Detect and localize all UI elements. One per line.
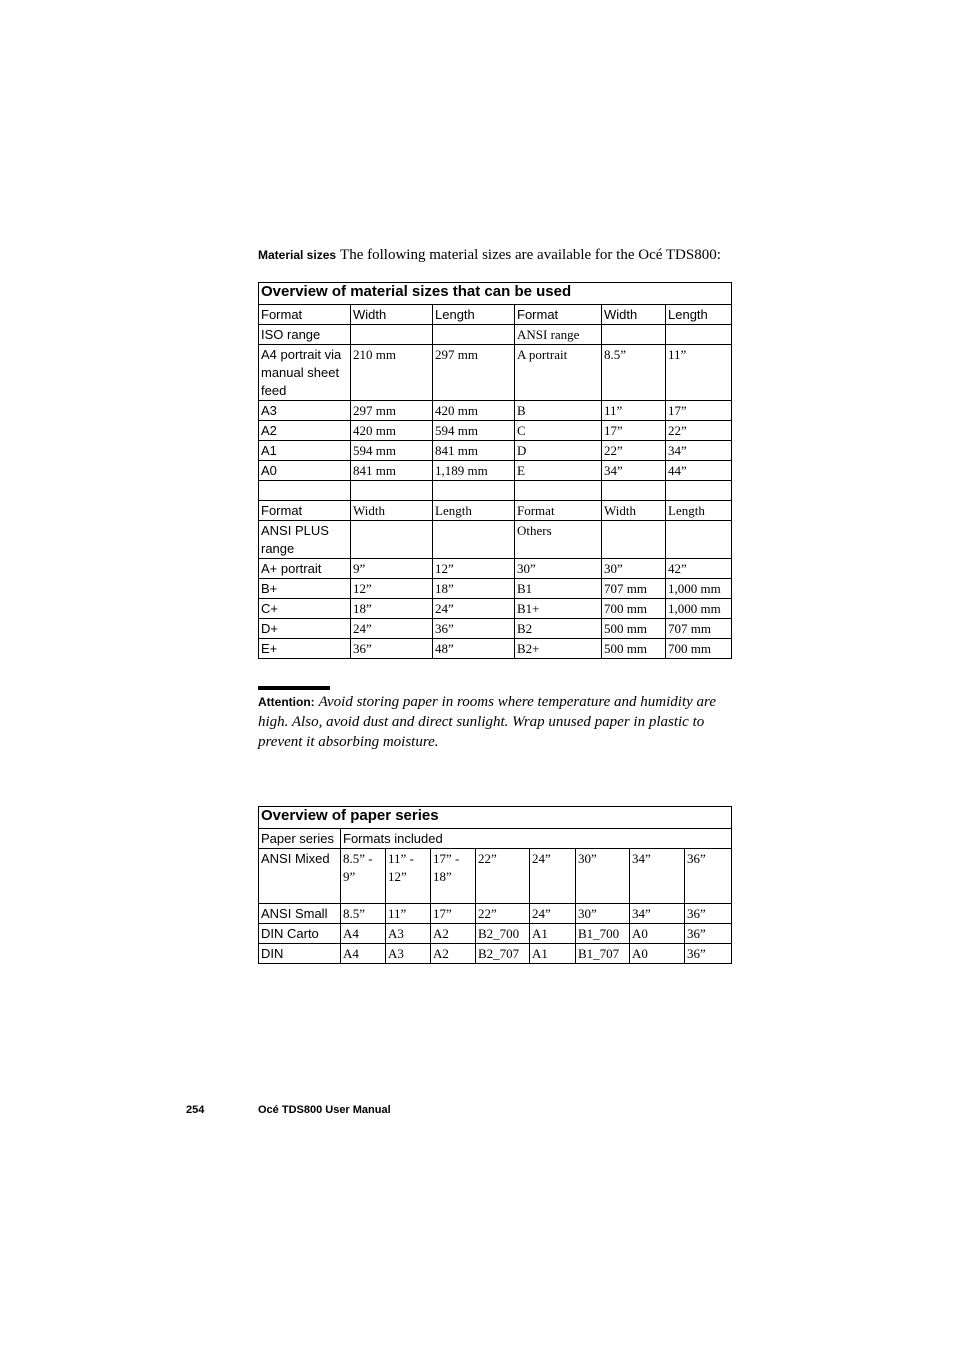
range-row bbox=[259, 325, 732, 345]
manual-title: Océ TDS800 User Manual bbox=[258, 1104, 391, 1116]
table-cell: C+ bbox=[259, 599, 351, 619]
header-cell: Length bbox=[666, 305, 732, 325]
header-cell: Length bbox=[433, 501, 515, 521]
table-cell: B1_707 bbox=[576, 944, 630, 964]
table-cell: B1 bbox=[515, 579, 602, 599]
table-cell: A4 portrait via manual sheet feed bbox=[259, 345, 351, 401]
table-row bbox=[259, 619, 732, 639]
table-cell: 42” bbox=[666, 559, 732, 579]
table-cell: 500 mm bbox=[602, 619, 666, 639]
table-cell: 1,000 mm bbox=[666, 599, 732, 619]
table-row bbox=[259, 904, 732, 924]
table-cell: 24” bbox=[530, 904, 576, 924]
table-cell: D+ bbox=[259, 619, 351, 639]
table-cell: 34” bbox=[630, 849, 685, 904]
table-cell: 22” bbox=[476, 849, 530, 904]
table-cell: 11” bbox=[602, 401, 666, 421]
paper-series-table bbox=[258, 806, 732, 964]
table-cell: 34” bbox=[630, 904, 685, 924]
header-cell: Width bbox=[602, 305, 666, 325]
table-cell: B2_707 bbox=[476, 944, 530, 964]
table-cell: DIN bbox=[259, 944, 341, 964]
table-cell: B1_700 bbox=[576, 924, 630, 944]
table-cell: DIN Carto bbox=[259, 924, 341, 944]
table-row bbox=[259, 461, 732, 481]
table-cell: ANSI Mixed bbox=[259, 849, 341, 904]
attention-label: Attention: bbox=[258, 695, 315, 709]
table-row bbox=[259, 421, 732, 441]
table-cell: 36” bbox=[685, 944, 732, 964]
table-cell: B2 bbox=[515, 619, 602, 639]
table-row bbox=[259, 639, 732, 659]
attention-rule bbox=[258, 686, 330, 690]
table-row bbox=[259, 579, 732, 599]
table-cell: 22” bbox=[666, 421, 732, 441]
table-cell: A0 bbox=[630, 944, 685, 964]
table-cell: 22” bbox=[476, 904, 530, 924]
table-cell bbox=[433, 325, 515, 345]
table-cell: 9” bbox=[351, 559, 433, 579]
table-cell bbox=[602, 521, 666, 559]
table-cell: 1,000 mm bbox=[666, 579, 732, 599]
table-row bbox=[259, 849, 732, 904]
table-cell bbox=[351, 521, 433, 559]
table-cell: 48” bbox=[433, 639, 515, 659]
table-cell: A3 bbox=[386, 924, 431, 944]
table-cell: A1 bbox=[530, 924, 576, 944]
table-cell: B bbox=[515, 401, 602, 421]
material-sizes-intro bbox=[258, 246, 738, 264]
table-cell: 36” bbox=[351, 639, 433, 659]
table-row bbox=[259, 441, 732, 461]
table-cell: E bbox=[515, 461, 602, 481]
table-cell: 700 mm bbox=[602, 599, 666, 619]
table-row bbox=[259, 599, 732, 619]
header-cell: Format bbox=[515, 501, 602, 521]
table-cell: ANSI PLUS range bbox=[259, 521, 351, 559]
table-cell: C bbox=[515, 421, 602, 441]
table-cell: 841 mm bbox=[351, 461, 433, 481]
header-cell: Formats included bbox=[341, 829, 732, 849]
table-cell: 11” bbox=[386, 904, 431, 924]
table-cell: 12” bbox=[351, 579, 433, 599]
table-cell bbox=[666, 325, 732, 345]
table-cell bbox=[433, 521, 515, 559]
table-cell: ANSI Small bbox=[259, 904, 341, 924]
table-title: Overview of paper series bbox=[259, 807, 732, 829]
material-sizes-table bbox=[258, 282, 732, 659]
table-cell: 22” bbox=[602, 441, 666, 461]
table-cell: A+ portrait bbox=[259, 559, 351, 579]
table-cell: ISO range bbox=[259, 325, 351, 345]
intro-text: The following material sizes are available for the Océ TDS800: bbox=[340, 247, 721, 263]
spacer-row bbox=[259, 481, 732, 501]
table-cell: 8.5” bbox=[602, 345, 666, 401]
header-cell: Format bbox=[259, 305, 351, 325]
table-cell: 297 mm bbox=[433, 345, 515, 401]
table-cell: 44” bbox=[666, 461, 732, 481]
table-cell: ANSI range bbox=[515, 325, 602, 345]
table-header-row bbox=[259, 829, 732, 849]
attention-note bbox=[258, 686, 738, 752]
table-cell: A4 bbox=[341, 924, 386, 944]
table-cell: 36” bbox=[685, 849, 732, 904]
table-cell: 1,189 mm bbox=[433, 461, 515, 481]
table-cell: 12” bbox=[433, 559, 515, 579]
header-cell: Length bbox=[666, 501, 732, 521]
table-cell: B2_700 bbox=[476, 924, 530, 944]
table-cell: 30” bbox=[576, 904, 630, 924]
header-cell: Paper series bbox=[259, 829, 341, 849]
table-cell: B2+ bbox=[515, 639, 602, 659]
table-cell: 297 mm bbox=[351, 401, 433, 421]
table-cell: A3 bbox=[259, 401, 351, 421]
table-cell: 11” bbox=[666, 345, 732, 401]
table-cell: 30” bbox=[515, 559, 602, 579]
section-label: Material sizes bbox=[258, 248, 337, 262]
table-cell: A4 bbox=[341, 944, 386, 964]
table-cell: 17” bbox=[431, 904, 476, 924]
table-cell: 18” bbox=[351, 599, 433, 619]
table-row bbox=[259, 924, 732, 944]
table-cell: A3 bbox=[386, 944, 431, 964]
table-cell: Others bbox=[515, 521, 602, 559]
table-cell: E+ bbox=[259, 639, 351, 659]
table-cell: B+ bbox=[259, 579, 351, 599]
table-header-row bbox=[259, 501, 732, 521]
table-cell: 420 mm bbox=[433, 401, 515, 421]
table-cell: 36” bbox=[685, 904, 732, 924]
attention-text: Avoid storing paper in rooms where temperature and humidity are high. Also, avoid dust and direct sunlight. Wrap unused paper in plastic to prevent it absorbing moisture. bbox=[258, 694, 716, 750]
table-cell: D bbox=[515, 441, 602, 461]
page-number: 254 bbox=[186, 1104, 205, 1116]
table-cell: 36” bbox=[685, 924, 732, 944]
table-cell: 707 mm bbox=[602, 579, 666, 599]
table-row bbox=[259, 944, 732, 964]
table-cell: 594 mm bbox=[351, 441, 433, 461]
table-cell: A0 bbox=[259, 461, 351, 481]
header-cell: Width bbox=[351, 305, 433, 325]
table-cell: 36” bbox=[433, 619, 515, 639]
table-cell: A2 bbox=[431, 944, 476, 964]
table-cell: 30” bbox=[576, 849, 630, 904]
header-cell: Width bbox=[602, 501, 666, 521]
table-cell: 24” bbox=[351, 619, 433, 639]
table-cell: 17” - 18” bbox=[431, 849, 476, 904]
table-cell: 841 mm bbox=[433, 441, 515, 461]
table-cell: A2 bbox=[259, 421, 351, 441]
header-cell: Format bbox=[259, 501, 351, 521]
table-row bbox=[259, 401, 732, 421]
table-cell: 700 mm bbox=[666, 639, 732, 659]
table-title: Overview of material sizes that can be used bbox=[259, 283, 732, 305]
table-cell: A0 bbox=[630, 924, 685, 944]
table-cell: 500 mm bbox=[602, 639, 666, 659]
table-cell: 8.5” bbox=[341, 904, 386, 924]
table-cell bbox=[666, 521, 732, 559]
table-cell: 707 mm bbox=[666, 619, 732, 639]
table-cell: 11” - 12” bbox=[386, 849, 431, 904]
table-cell: 30” bbox=[602, 559, 666, 579]
header-cell: Format bbox=[515, 305, 602, 325]
table-cell: 420 mm bbox=[351, 421, 433, 441]
table-row bbox=[259, 559, 732, 579]
table-cell: 34” bbox=[666, 441, 732, 461]
table-row bbox=[259, 345, 732, 401]
table-cell: A1 bbox=[259, 441, 351, 461]
table-cell: A portrait bbox=[515, 345, 602, 401]
table-cell: 594 mm bbox=[433, 421, 515, 441]
table-cell: 18” bbox=[433, 579, 515, 599]
table-cell: A2 bbox=[431, 924, 476, 944]
table-cell: 8.5” - 9” bbox=[341, 849, 386, 904]
table-cell: 210 mm bbox=[351, 345, 433, 401]
table-cell: 34” bbox=[602, 461, 666, 481]
table-cell: 24” bbox=[530, 849, 576, 904]
table-cell bbox=[351, 325, 433, 345]
range-row bbox=[259, 521, 732, 559]
table-header-row bbox=[259, 305, 732, 325]
table-cell: 17” bbox=[666, 401, 732, 421]
table-cell: 17” bbox=[602, 421, 666, 441]
table-cell: B1+ bbox=[515, 599, 602, 619]
header-cell: Length bbox=[433, 305, 515, 325]
table-cell bbox=[602, 325, 666, 345]
header-cell: Width bbox=[351, 501, 433, 521]
table-cell: 24” bbox=[433, 599, 515, 619]
table-cell: A1 bbox=[530, 944, 576, 964]
